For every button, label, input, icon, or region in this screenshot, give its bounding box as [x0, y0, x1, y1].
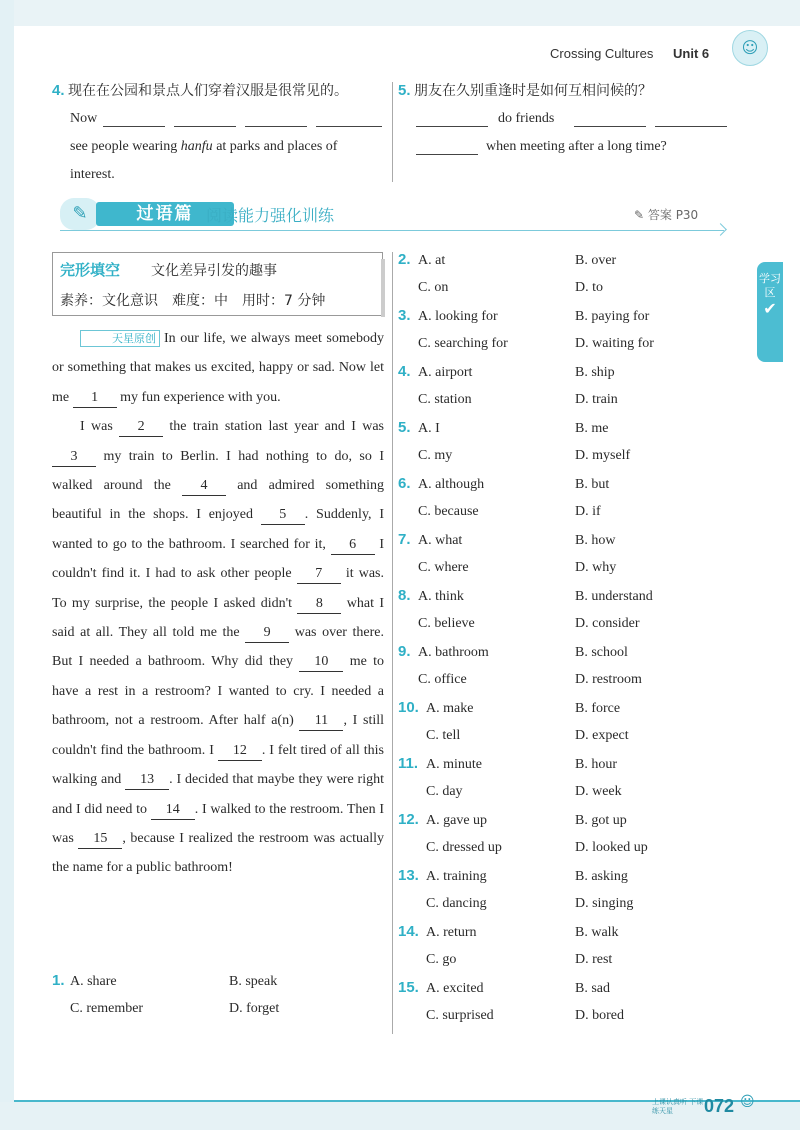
passage-paragraph-2: I was 2 the train station last year and I was 3 my train to Berlin. I had nothing to do, so I walked around the 4 and admired something beautiful in the shops. I enjoyed 5 . Suddenly, I wanted to go to the bathroom. I searched for it, 6 I couldn't find it. I had to ask other people 7 it was. To my surprise, the people I asked didn't 8 what I said at all. They all told me the 9 was over there. But I needed a bathroom. Why did they 10 me to have a rest in a restroom? I wanted to cry. I needed a bathroom, not a restroom. After half a(n) 11 , I still couldn't find the bathroom. I 12 . I felt tired of all this walking and 13 . I decided that maybe they were right and I did need to 14 . I walked to the restroom. Then I was 15 , because I realized the restroom was actually the name for a public bathroom! [52, 419, 385, 876]
q5-mid2: when meeting after a long time? [486, 139, 667, 154]
q4-line3: interest. [70, 167, 115, 182]
translation-q4-prompt [52, 80, 348, 103]
q2-option-b[interactable]: B. over [575, 253, 617, 268]
q11-option-c[interactable]: C. day [426, 784, 463, 799]
q4-blank-4[interactable] [316, 126, 382, 127]
q10-option-b[interactable]: B. force [575, 701, 621, 716]
q6-option-a[interactable]: A. although [418, 477, 485, 492]
q8-option-b[interactable]: B. understand [575, 589, 653, 604]
page-number: 072 [704, 1096, 735, 1116]
q7-option-d[interactable]: D. why [575, 560, 617, 575]
q3-option-c[interactable]: C. searching for [418, 336, 508, 351]
q15-option-b[interactable]: B. sad [575, 981, 610, 996]
q4-italic-word: hanfu [180, 139, 213, 154]
side-tab-label: 学习区 [759, 272, 781, 299]
top-decor-band [0, 0, 800, 26]
q3-option-a[interactable]: A. looking for [418, 309, 498, 324]
box-shadow [381, 259, 385, 317]
q13-option-a[interactable]: A. training [426, 869, 487, 884]
question-6: 6. [398, 475, 411, 492]
q8-option-a[interactable]: A. think [418, 589, 464, 604]
blank-14[interactable]: 14 [151, 801, 195, 820]
q14-option-a[interactable]: A. return [426, 925, 477, 940]
course-title: Crossing Cultures [550, 46, 654, 61]
question-10: 10. [398, 699, 419, 716]
q6-option-b[interactable]: B. but [575, 477, 610, 492]
q14-option-c[interactable]: C. go [426, 952, 457, 967]
question-3: 3. [398, 307, 411, 324]
question-9: 9. [398, 643, 411, 660]
left-decor-band [0, 0, 14, 1130]
question-11: 11. [398, 755, 419, 772]
question-2: 2. [398, 251, 411, 268]
question-14: 14. [398, 923, 419, 940]
q2-option-c[interactable]: C. on [418, 280, 449, 295]
q13-option-d[interactable]: D. singing [575, 896, 634, 911]
q14-option-b[interactable]: B. walk [575, 925, 619, 940]
blank-12[interactable]: 12 [218, 742, 262, 761]
q9-option-a[interactable]: A. bathroom [418, 645, 489, 660]
blank-8[interactable]: 8 [297, 595, 341, 614]
unit-label: Unit 6 [673, 46, 710, 61]
q5-number: 5. [398, 82, 411, 99]
q4-chinese: 现在在公园和景点人们穿着汉服是很常见的。 [68, 83, 349, 99]
q5-blank-1[interactable] [416, 126, 488, 127]
question-1: 1. [52, 972, 65, 989]
q5-mid1: do friends [498, 111, 555, 126]
q4-line1-start: Now [70, 111, 98, 126]
q8-option-c[interactable]: C. believe [418, 616, 475, 631]
literacy-label: 素养：文化意识 [60, 293, 158, 309]
mascot-icon: ☺ [732, 30, 768, 66]
q12-option-a[interactable]: A. gave up [426, 813, 488, 828]
section-badge: 过语篇 [96, 202, 234, 226]
q11-option-d[interactable]: D. week [575, 784, 622, 799]
q4-blank-1[interactable] [103, 126, 165, 127]
q1-option-a[interactable]: A. share [70, 974, 117, 989]
blank-4[interactable]: 4 [182, 477, 226, 496]
footer-mascot-icon: ☺ [740, 1094, 755, 1110]
q5-blank-4[interactable] [416, 154, 478, 155]
q1-option-d[interactable]: D. forget [229, 1001, 280, 1016]
answer-reference: ✎ 答案 P30 [634, 208, 699, 222]
passage-paragraph-1: 天星原创 In our life, we always meet somebody or something that makes us excited, happy or sad. Now let me 1 my fun experience with you. [52, 324, 384, 412]
q12-option-d[interactable]: D. looked up [575, 840, 648, 855]
question-15: 15. [398, 979, 419, 996]
original-tag: 天星原创 [80, 330, 160, 347]
q5-chinese: 朋友在久别重逢时是如何互相问候的？ [414, 83, 653, 99]
q7-option-c[interactable]: C. where [418, 560, 469, 575]
q8-option-d[interactable]: D. consider [575, 616, 640, 631]
q15-option-a[interactable]: A. excited [426, 981, 484, 996]
blank-13[interactable]: 13 [125, 771, 169, 790]
q15-option-c[interactable]: C. surprised [426, 1008, 494, 1023]
q9-option-b[interactable]: B. school [575, 645, 628, 660]
column-divider-main [392, 252, 393, 1034]
cloze-passage [52, 324, 384, 883]
q1-option-b[interactable]: B. speak [229, 974, 278, 989]
blank-3[interactable]: 3 [52, 448, 96, 467]
q5-blank-3[interactable] [655, 126, 727, 127]
blank-2[interactable]: 2 [119, 418, 163, 437]
translation-q5-prompt [398, 80, 652, 103]
q9-option-c[interactable]: C. office [418, 672, 467, 687]
q14-option-d[interactable]: D. rest [575, 952, 613, 967]
q4-option-b[interactable]: B. ship [575, 365, 615, 380]
q15-option-d[interactable]: D. bored [575, 1008, 624, 1023]
section-title: 阅读能力强化训练 [206, 206, 335, 225]
q5-blank-2[interactable] [574, 126, 646, 127]
q12-option-c[interactable]: C. dressed up [426, 840, 502, 855]
question-12: 12. [398, 811, 419, 828]
blank-9[interactable]: 9 [245, 624, 289, 643]
q5-option-d[interactable]: D. myself [575, 448, 631, 463]
exercise-topic: 文化差异引发的趣事 [151, 263, 277, 279]
blank-15[interactable]: 15 [78, 830, 122, 849]
question-8: 8. [398, 587, 411, 604]
blank-7[interactable]: 7 [297, 565, 341, 584]
exercise-info-box [52, 252, 383, 316]
q10-option-c[interactable]: C. tell [426, 728, 461, 743]
q4-blank-3[interactable] [245, 126, 307, 127]
difficulty-label: 难度：中 [172, 293, 228, 309]
footer-slogan: 上课认真听 下课练天星 [652, 1098, 704, 1115]
q3-option-d[interactable]: D. waiting for [575, 336, 654, 351]
q13-option-c[interactable]: C. dancing [426, 896, 487, 911]
blank-5[interactable]: 5 [261, 506, 305, 525]
q4-number: 4. [52, 82, 65, 99]
q7-option-b[interactable]: B. how [575, 533, 616, 548]
section-banner [60, 202, 724, 226]
blank-11[interactable]: 11 [299, 712, 343, 731]
q4-option-c[interactable]: C. station [418, 392, 472, 407]
question-5: 5. [398, 419, 411, 436]
q5-option-b[interactable]: B. me [575, 421, 609, 436]
q5-option-c[interactable]: C. my [418, 448, 453, 463]
question-7: 7. [398, 531, 411, 548]
q12-option-b[interactable]: B. got up [575, 813, 627, 828]
q5-option-a[interactable]: A. I [418, 421, 440, 436]
time-label: 用时：7 分钟 [242, 293, 326, 309]
q11-option-b[interactable]: B. hour [575, 757, 617, 772]
question-4: 4. [398, 363, 411, 380]
q10-option-d[interactable]: D. expect [575, 728, 629, 743]
q4-option-d[interactable]: D. train [575, 392, 618, 407]
q3-option-b[interactable]: B. paying for [575, 309, 650, 324]
pencil-icon: ✎ [634, 208, 648, 222]
q11-option-a[interactable]: A. minute [426, 757, 482, 772]
q4-option-a[interactable]: A. airport [418, 365, 473, 380]
q1-option-c[interactable]: C. remember [70, 1001, 144, 1016]
q10-option-a[interactable]: A. make [426, 701, 474, 716]
q4-blank-2[interactable] [174, 126, 236, 127]
banner-rule [60, 230, 724, 231]
q6-option-d[interactable]: D. if [575, 504, 601, 519]
q9-option-d[interactable]: D. restroom [575, 672, 642, 687]
exercise-type: 完形填空 [60, 261, 121, 279]
reading-mascot-icon: ✎ [60, 198, 100, 230]
q7-option-a[interactable]: A. what [418, 533, 463, 548]
side-tab [757, 262, 783, 362]
exercise-meta [60, 290, 339, 310]
q2-option-a[interactable]: A. at [418, 253, 446, 268]
blank-6[interactable]: 6 [331, 536, 375, 555]
q2-option-d[interactable]: D. to [575, 280, 603, 295]
q13-option-b[interactable]: B. asking [575, 869, 628, 884]
question-13: 13. [398, 867, 419, 884]
blank-10[interactable]: 10 [299, 653, 343, 672]
q6-option-c[interactable]: C. because [418, 504, 479, 519]
column-divider-top [392, 82, 393, 182]
blank-1[interactable]: 1 [73, 389, 117, 408]
q4-line2: see people wearing hanfu at parks and places of [70, 139, 338, 154]
check-icon: ✔ [763, 299, 777, 318]
